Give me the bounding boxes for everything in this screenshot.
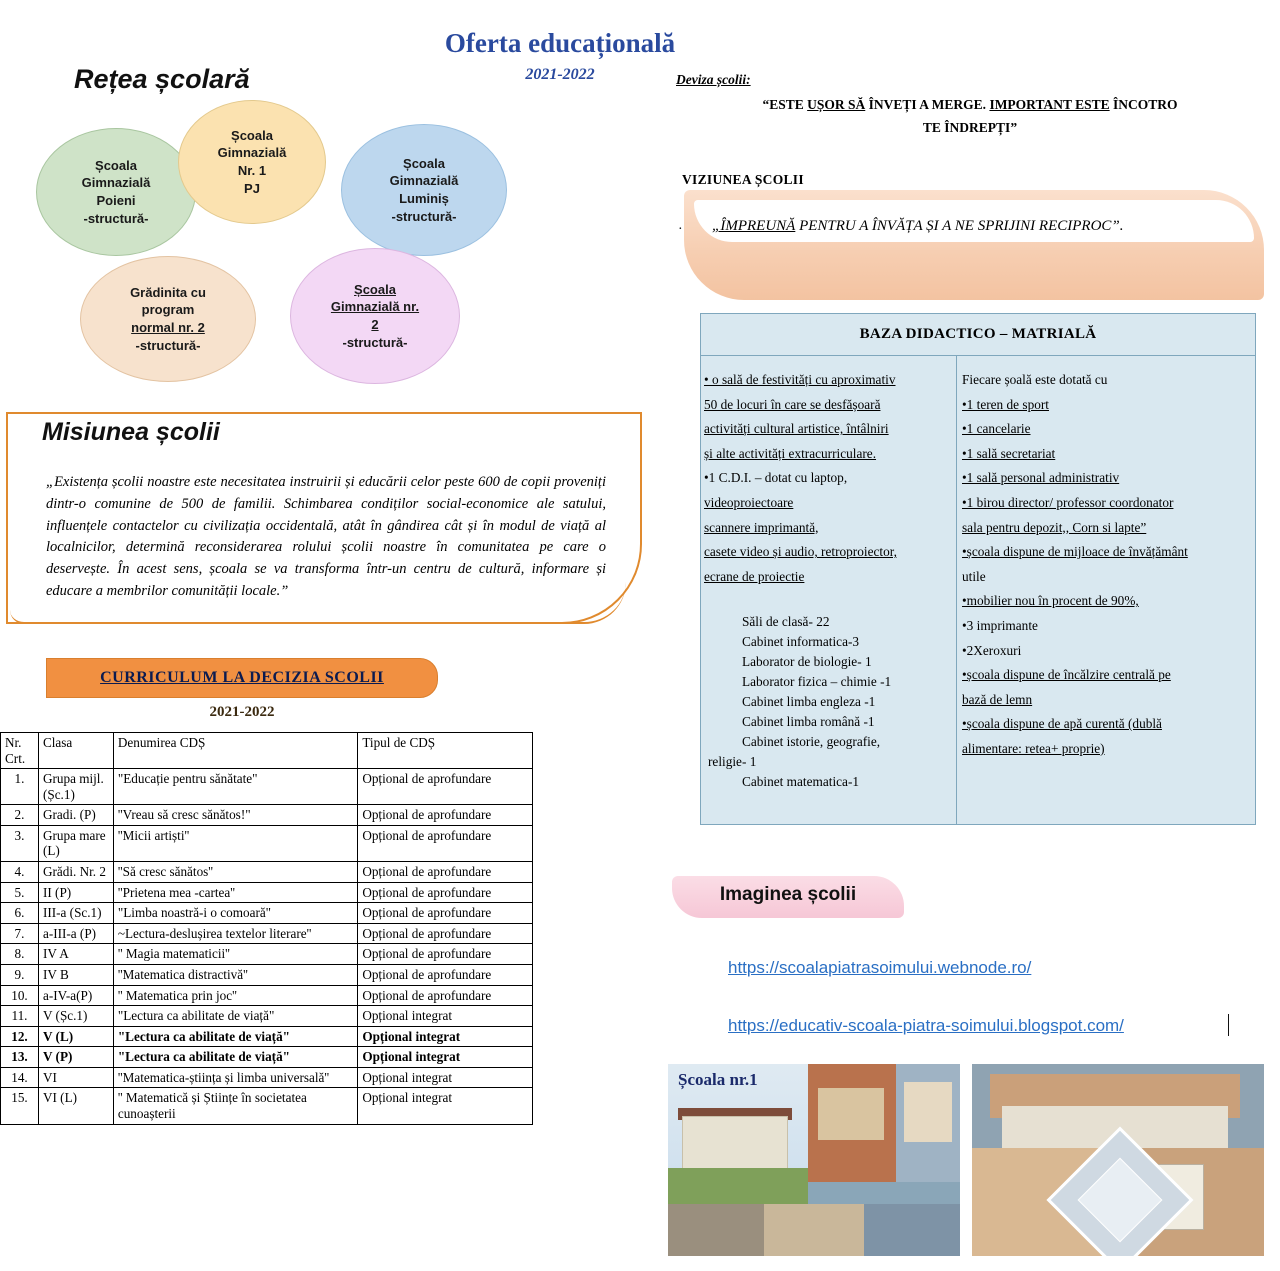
table-row bbox=[1, 985, 533, 1006]
network-node-nr1 bbox=[178, 100, 326, 224]
cell-nr: 6. bbox=[1, 903, 39, 924]
baza-room-line: Săli de clasă- 22 bbox=[742, 614, 830, 629]
cell-denumire: "Limba noastră-i o comoară" bbox=[113, 903, 357, 924]
cell-tip: Opțional de aprofundare bbox=[358, 944, 533, 965]
cell-clasa: II (P) bbox=[38, 882, 113, 903]
baza-room-line: Cabinet limba engleza -1 bbox=[742, 693, 876, 709]
baza-room-line: Cabinet istorie, geografie, bbox=[742, 733, 881, 749]
node-line: Școala bbox=[354, 281, 396, 297]
baza-right-line: •1 teren de sport bbox=[962, 396, 1049, 412]
node-line: Poieni bbox=[96, 193, 136, 208]
node-line: Gimnazială bbox=[217, 145, 287, 161]
cell-nr: 7. bbox=[1, 923, 39, 944]
baza-right-line: sala pentru depozit,, Corn si lapte” bbox=[962, 519, 1147, 535]
baza-room-line: Cabinet informatica-3 bbox=[742, 633, 860, 649]
baza-right-line: •3 imprimante bbox=[962, 617, 1038, 633]
node-line: Grădinita cu bbox=[130, 284, 206, 300]
photo-thumb-2 bbox=[764, 1204, 864, 1256]
cell-denumire: '' Matematică și Științe în societatea cunoașterii bbox=[113, 1088, 357, 1124]
baza-room-line: religie- 1 bbox=[708, 753, 757, 769]
node-line: 2 bbox=[371, 317, 379, 332]
node-line: Școala bbox=[95, 157, 137, 173]
cell-tip: Opțional de aprofundare bbox=[358, 862, 533, 883]
baza-room-line: Cabinet limba română -1 bbox=[742, 713, 875, 729]
cell-clasa: VI bbox=[38, 1067, 113, 1088]
cell-nr: 8. bbox=[1, 944, 39, 965]
cell-clasa: Gradi. (P) bbox=[38, 805, 113, 826]
motto-line1-mid: ÎNVEȚI A MERGE. bbox=[865, 97, 990, 112]
vision-bullet-dot: · bbox=[678, 222, 683, 237]
cell-tip: Opțional integrat bbox=[358, 1026, 533, 1047]
baza-room-line: Cabinet matematica-1 bbox=[742, 773, 860, 789]
photo-classroom-1-wall bbox=[818, 1088, 884, 1140]
cell-nr: 13. bbox=[1, 1047, 39, 1068]
cell-denumire: '' Magia matematicii'' bbox=[113, 944, 357, 965]
mission-text: „Existența școlii noastre este necesitatea instruirii și educării celor peste 600 de copii proveniți dintr-o comunine de 500 de familii. Schimbarea condiților social-economice ale satului, influențele contactelor cu civilizația occidentală, atât în gândirea cât și în modul de viață al localnicilor, determină reconsiderarea rolului școlii noastre în comunitatea pe care o deservește. În acest sens, școala se va transforma într-un centru de cultură, informare și educare a membrilor comunității locale.” bbox=[46, 474, 606, 599]
table-row bbox=[1, 1026, 533, 1047]
node-line: Școala bbox=[403, 155, 445, 171]
col-header-nr: Nr. Crt. bbox=[1, 733, 39, 769]
baza-left-line: videoproiectoare bbox=[704, 494, 794, 510]
baza-left-line: ecrane de proiectie bbox=[704, 568, 805, 584]
cell-clasa: Grupa mijl.(Șc.1) bbox=[38, 769, 113, 805]
baza-right-line: alimentare: retea+ proprie) bbox=[962, 740, 1105, 756]
cds-table bbox=[0, 732, 533, 1125]
cell-nr: 3. bbox=[1, 825, 39, 861]
cell-clasa: Grădi. Nr. 2 bbox=[38, 862, 113, 883]
photo-school-building bbox=[682, 1116, 788, 1174]
col-header-tip: Tipul de CDȘ bbox=[358, 733, 533, 769]
table-row bbox=[1, 964, 533, 985]
cell-denumire: "Lectura ca abilitate de viață" bbox=[113, 1006, 357, 1027]
node-line: Gimnazială bbox=[81, 175, 151, 191]
cell-tip: Opțional de aprofundare bbox=[358, 805, 533, 826]
baza-vertical-separator bbox=[956, 355, 957, 825]
cell-nr: 15. bbox=[1, 1088, 39, 1124]
network-node-luminis bbox=[341, 124, 507, 256]
baza-right-column bbox=[962, 368, 1254, 762]
cell-denumire: ''Matematica distractivă'' bbox=[113, 964, 357, 985]
cell-denumire: ''Să cresc sănătos'' bbox=[113, 862, 357, 883]
cell-clasa: a-IV-a(P) bbox=[38, 985, 113, 1006]
motto-line1-underline-2: IMPORTANT ESTE bbox=[989, 97, 1110, 112]
node-line: -structură- bbox=[83, 210, 149, 226]
school-website-link[interactable]: https://scoalapiatrasoimului.webnode.ro/ bbox=[728, 958, 1032, 977]
cell-nr: 1. bbox=[1, 769, 39, 805]
photo-thumb-3 bbox=[864, 1204, 960, 1256]
col-header-clasa: Clasa bbox=[38, 733, 113, 769]
cds-banner-label: CURRICULUM LA DECIZIA SCOLII bbox=[100, 669, 384, 686]
cell-denumire: ''Vreau să cresc sănătos!" bbox=[113, 805, 357, 826]
cell-clasa: IV B bbox=[38, 964, 113, 985]
cell-clasa: VI (L) bbox=[38, 1088, 113, 1124]
motto-text bbox=[700, 94, 1240, 140]
baza-right-line: •mobilier nou în procent de 90%, bbox=[962, 593, 1139, 609]
photo-collage-right bbox=[972, 1064, 1264, 1256]
photo-caption: Școala nr.1 bbox=[678, 1070, 758, 1089]
node-line: Școala bbox=[231, 127, 273, 143]
mission-title: Misiunea școlii bbox=[42, 418, 220, 446]
cell-denumire: "Lectura ca abilitate de viață" bbox=[113, 1026, 357, 1047]
photo-thumb-1 bbox=[668, 1204, 764, 1256]
table-row bbox=[1, 923, 533, 944]
node-line: program bbox=[141, 302, 195, 318]
vision-text-underlined: „ÎMPREUNĂ bbox=[712, 218, 796, 234]
vision-text-rest: PENTRU A ÎNVĂȚA ȘI A NE SPRIJINI RECIPROC”. bbox=[795, 218, 1124, 234]
cell-tip: Opțional integrat bbox=[358, 1047, 533, 1068]
photo-collage-left bbox=[668, 1064, 960, 1256]
cell-clasa: Grupa mare (L) bbox=[38, 825, 113, 861]
motto-line1-underline-1: UȘOR SĂ bbox=[807, 97, 866, 112]
table-row bbox=[1, 882, 533, 903]
node-line: Nr. 1 bbox=[237, 163, 267, 178]
page-subtitle: 2021-2022 bbox=[525, 66, 595, 83]
baza-left-line: • o sală de festivități cu aproximativ bbox=[704, 372, 896, 387]
cell-denumire: ''Micii artiști'' bbox=[113, 825, 357, 861]
cell-denumire: ''Matematica-știința și limba universală'' bbox=[113, 1067, 357, 1088]
table-header-row bbox=[1, 733, 533, 769]
baza-left-line: •1 C.D.I. – dotat cu laptop, bbox=[704, 470, 848, 486]
baza-right-line: •1 sală secretariat bbox=[962, 445, 1056, 461]
baza-right-line: •1 sală personal administrativ bbox=[962, 470, 1120, 486]
cell-denumire: ~Lectura-deslușirea textelor literare'' bbox=[113, 923, 357, 944]
baza-right-line: •școala dispune de apă curentă (dublă bbox=[962, 716, 1162, 732]
motto-line2: TE ÎNDREPȚI” bbox=[922, 119, 1018, 135]
node-line: Luminiș bbox=[399, 191, 449, 206]
cell-clasa: V (P) bbox=[38, 1047, 113, 1068]
image-section-title: Imaginea școlii bbox=[719, 884, 857, 905]
cell-clasa: V (L) bbox=[38, 1026, 113, 1047]
cell-tip: Opțional de aprofundare bbox=[358, 985, 533, 1006]
network-node-gradinita-2 bbox=[80, 256, 256, 382]
school-blog-link[interactable]: https://educativ-scoala-piatra-soimului.blogspot.com/ bbox=[728, 1016, 1124, 1035]
cds-year: 2021-2022 bbox=[209, 704, 275, 720]
cell-clasa: V (Șc.1) bbox=[38, 1006, 113, 1027]
cell-tip: Opțional integrat bbox=[358, 1067, 533, 1088]
cell-tip: Opțional integrat bbox=[358, 1006, 533, 1027]
table-row bbox=[1, 862, 533, 883]
baza-right-line: •1 birou director/ professor coordonator bbox=[962, 494, 1174, 510]
baza-right-line: •școala dispune de mijloace de învățământ bbox=[962, 544, 1188, 560]
table-row bbox=[1, 1006, 533, 1027]
cell-tip: Opțional de aprofundare bbox=[358, 923, 533, 944]
cell-tip: Opțional de aprofundare bbox=[358, 964, 533, 985]
node-line: normal nr. 2 bbox=[131, 320, 205, 335]
cell-nr: 11. bbox=[1, 1006, 39, 1027]
cell-nr: 2. bbox=[1, 805, 39, 826]
cell-denumire: "Educație pentru sănătate" bbox=[113, 769, 357, 805]
node-line: Gimnazială bbox=[389, 173, 459, 189]
node-line: Gimnazială nr. bbox=[330, 299, 420, 315]
cell-nr: 10. bbox=[1, 985, 39, 1006]
page-title: Oferta educațională bbox=[444, 28, 676, 58]
table-row bbox=[1, 1088, 533, 1124]
node-line: -structură- bbox=[135, 337, 201, 353]
table-row bbox=[1, 825, 533, 861]
motto-line1-pre: “ESTE bbox=[762, 97, 808, 112]
cell-nr: 5. bbox=[1, 882, 39, 903]
network-node-poieni bbox=[36, 128, 196, 256]
cell-clasa: a-III-a (P) bbox=[38, 923, 113, 944]
cell-denumire: ''Prietena mea -cartea'' bbox=[113, 882, 357, 903]
photo-classroom-2-wall bbox=[904, 1082, 952, 1142]
cell-tip: Opțional de aprofundare bbox=[358, 769, 533, 805]
table-row bbox=[1, 944, 533, 965]
cell-nr: 12. bbox=[1, 1026, 39, 1047]
motto-line1-post: ÎNCOTRO bbox=[1109, 97, 1178, 112]
baza-right-line: Fiecare șoală este dotată cu bbox=[962, 372, 1108, 387]
baza-left-line: și alte activități extracurriculare. bbox=[704, 445, 877, 461]
vision-label: VIZIUNEA ȘCOLII bbox=[682, 172, 804, 187]
table-row bbox=[1, 903, 533, 924]
baza-left-line: casete video și audio, retroproiector, bbox=[704, 544, 897, 560]
col-header-denumire: Denumirea CDȘ bbox=[113, 733, 357, 769]
table-row bbox=[1, 1047, 533, 1068]
baza-room-line: Laborator de biologie- 1 bbox=[742, 653, 872, 669]
cell-denumire: "Lectura ca abilitate de viață" bbox=[113, 1047, 357, 1068]
baza-right-line: •școala dispune de încălzire centrală pe bbox=[962, 667, 1171, 683]
baza-left-line: 50 de locuri în care se desfășoară bbox=[704, 396, 881, 412]
baza-room-line: Laborator fizica – chimie -1 bbox=[742, 673, 892, 689]
baza-didactica-title: BAZA DIDACTICO – MATRIALĂ bbox=[859, 325, 1097, 342]
network-node-nr2 bbox=[290, 248, 460, 384]
cell-clasa: IV A bbox=[38, 944, 113, 965]
cell-tip: Opțional integrat bbox=[358, 1088, 533, 1124]
baza-left-line: activități cultural artistice, întâlniri bbox=[704, 421, 889, 437]
cds-banner bbox=[46, 658, 438, 698]
cell-nr: 9. bbox=[1, 964, 39, 985]
baza-left-column bbox=[704, 368, 954, 589]
node-line: -structură- bbox=[342, 334, 408, 350]
table-row bbox=[1, 1067, 533, 1088]
baza-rooms-list bbox=[708, 612, 952, 791]
cell-denumire: '' Matematica prin joc'' bbox=[113, 985, 357, 1006]
network-section-title: Rețea școlară bbox=[74, 64, 250, 94]
baza-right-line: •2Xeroxuri bbox=[962, 642, 1022, 658]
text-caret bbox=[1228, 1014, 1229, 1036]
table-row bbox=[1, 769, 533, 805]
motto-label: Deviza școlii: bbox=[676, 72, 751, 87]
cell-clasa: III-a (Sc.1) bbox=[38, 903, 113, 924]
baza-right-line: bază de lemn bbox=[962, 691, 1033, 707]
cell-tip: Opțional de aprofundare bbox=[358, 825, 533, 861]
table-row bbox=[1, 805, 533, 826]
node-line: -structură- bbox=[391, 208, 457, 224]
photo-lawn bbox=[668, 1168, 808, 1204]
baza-right-line: •1 cancelarie bbox=[962, 421, 1031, 437]
baza-right-line: utile bbox=[962, 568, 986, 584]
cell-tip: Opțional de aprofundare bbox=[358, 882, 533, 903]
baza-left-line: scannere imprimantă, bbox=[704, 519, 819, 535]
cell-tip: Opțional de aprofundare bbox=[358, 903, 533, 924]
baza-horizontal-separator bbox=[700, 355, 1256, 356]
node-line: PJ bbox=[244, 180, 260, 196]
cell-nr: 14. bbox=[1, 1067, 39, 1088]
vision-text bbox=[712, 218, 1252, 235]
cell-nr: 4. bbox=[1, 862, 39, 883]
